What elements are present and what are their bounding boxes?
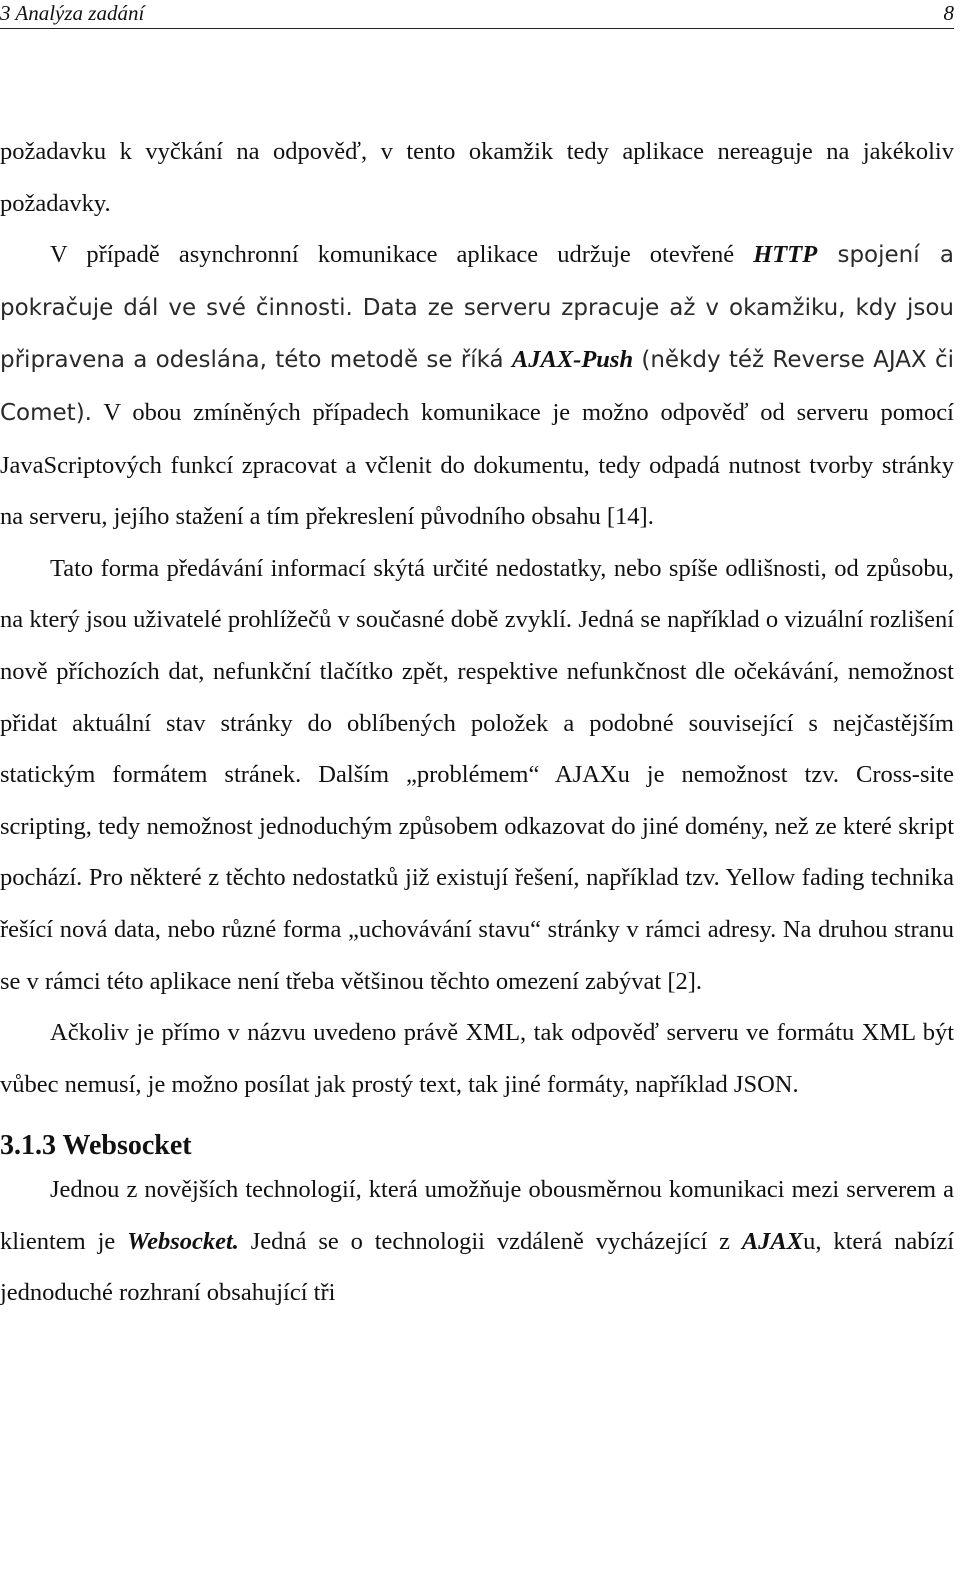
section-heading: 3.1.3 Websocket [0, 1130, 192, 1162]
document-body [0, 126, 954, 1319]
paragraph-text: u, která nabízí jednoduché rozhraní obsahující tři [0, 1227, 955, 1307]
paragraph-text: V obou zmíněných případech komunikace je možno odpověď od serveru pomocí JavaScriptových funkcí zpracovat a včlenit do dokumentu, tedy odpadá nutnost tvorby stránky na serveru, jejího stažení a tím překreslení původního obsahu [14]. [0, 398, 954, 531]
paragraph-text: V případě asynchronní komunikace aplikace udržuje otevřené [50, 241, 754, 269]
paragraph-text: spojení a pokračuje dál ve své činnosti. Data ze serveru zpracuje až v okamžiku, kdy jsou připravena a odeslána, této metodě se říká [0, 242, 954, 374]
page-number: 8 [943, 1, 954, 25]
running-chapter-title: 3 Analýza zadání [0, 1, 145, 25]
page-header [0, 0, 954, 29]
paragraph-limitations: Tato forma předávání informací skýtá určité nedostatky, nebo spíše odlišnosti, od způsobu, na který jsou uživatelé prohlížečů v současné době zvyklí. Jedná se například o vizuální rozlišení nově příchozích dat, nefunkční tlačítko zpět, respektive nefunkčnost dle očekávání, nemožnost přidat aktuální stav stránky do oblíbených položek a podobné související s nejčastějším statickým formátem stránek. Dalším „problémem“ AJAXu je nemožnost tzv. Cross-site scripting, tedy nemožnost jednoduchým způsobem odkazovat do jiné domény, než ze které skript pochází. Pro některé z těchto nedostatků již existují řešení, například tzv. Yellow fading technika řešící nová data, nebo různé forma „uchovávání stavu“ stránky v rámci adresy. Na druhou stranu se v rámci této aplikace není třeba většinou těchto omezení zabývat [2]. [0, 554, 954, 995]
paragraph-xml-format: Ačkoliv je přímo v názvu uvedeno právě XML, tak odpověď serveru ve formátu XML být vůbec nemusí, je možno posílat jak prostý text, tak jiné formáty, například JSON. [0, 1019, 954, 1098]
paragraph-continuation: požadavku k vyčkání na odpověď, v tento okamžik tedy aplikace nereaguje na jakékoliv požadavky. [0, 138, 954, 217]
paragraph-websocket [0, 1164, 954, 1319]
paragraph-text: (někdy též Reverse AJAX či Comet). [0, 347, 954, 426]
paragraph-async-communication [0, 229, 954, 543]
paragraph-text: Jednou z novějších technologií, která umožňuje obousměrnou komunikaci mezi serverem a klientem je [0, 1176, 954, 1255]
term-ajax: AJAX [741, 1227, 804, 1255]
term-websocket: Websocket. [127, 1227, 239, 1255]
term-ajax-push: AJAX-Push [511, 346, 634, 374]
paragraph-text: Jedná se o technologii vzdáleně vycházející z [238, 1227, 742, 1255]
term-http: HTTP [753, 241, 818, 269]
